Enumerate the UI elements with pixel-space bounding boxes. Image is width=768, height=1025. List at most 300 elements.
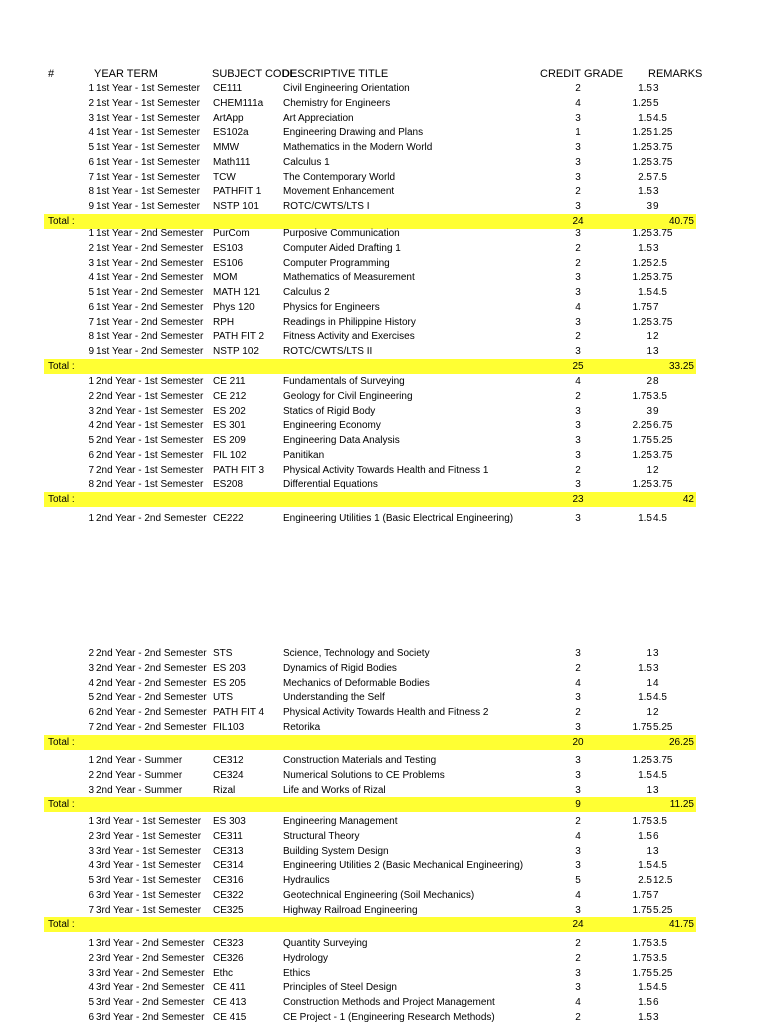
row-year-term: 1st Year - 1st Semester [96, 156, 200, 168]
row-credit: 5 [575, 875, 581, 886]
row-number: 3 [88, 405, 94, 417]
row-credit: 4 [575, 301, 581, 313]
row-number: 2 [88, 648, 94, 659]
row-remarks: 3.75 [653, 272, 673, 284]
row-year-term: 2nd Year - 1st Semester [96, 405, 204, 417]
row-subject-code: Ethc [213, 967, 234, 979]
row-credit: 3 [575, 648, 581, 659]
table-row [0, 888, 768, 903]
row-number: 5 [88, 997, 94, 1008]
table-row [0, 463, 768, 478]
row-subject-code: CE323 [213, 938, 244, 949]
row-year-term: 3rd Year - 1st Semester [96, 889, 202, 901]
row-remarks: 3.5 [653, 390, 667, 402]
table-row [0, 690, 768, 705]
row-credit: 2 [575, 83, 581, 94]
row-remarks: 3.75 [653, 228, 673, 239]
row-remarks: 7.5 [653, 171, 667, 183]
header-num: # [48, 68, 55, 80]
row-remarks: 4.5 [653, 769, 667, 781]
row-grade: 1 [646, 784, 652, 796]
row-remarks: 3 [653, 1011, 659, 1023]
row-remarks: 3 [653, 784, 659, 796]
row-grade: 1.25 [632, 755, 652, 766]
row-grade: 1.75 [632, 435, 652, 446]
row-remarks: 2.5 [653, 257, 667, 269]
row-descriptive-title: Calculus 1 [283, 156, 330, 168]
row-credit: 3 [575, 755, 581, 766]
row-credit: 3 [575, 721, 581, 733]
total-credit: 24 [572, 919, 584, 931]
row-descriptive-title: Statics of Rigid Body [283, 405, 376, 417]
row-credit: 3 [575, 405, 581, 417]
row-credit: 3 [575, 346, 581, 357]
row-descriptive-title: Ethics [283, 967, 311, 979]
table-row [0, 155, 768, 170]
table-row [0, 511, 768, 526]
total-points: 40.75 [668, 215, 694, 227]
row-credit: 2 [575, 464, 581, 476]
row-descriptive-title: Purposive Communication [283, 228, 400, 239]
table-row [0, 676, 768, 691]
row-year-term: 3rd Year - 1st Semester [96, 845, 202, 857]
table-row [0, 844, 768, 859]
row-remarks: 5.25 [653, 721, 673, 733]
row-credit: 2 [575, 707, 581, 718]
row-descriptive-title: Engineering Utilities 2 (Basic Mechanical Engineering) [283, 860, 524, 872]
row-year-term: 2nd Year - 2nd Semester [96, 707, 207, 718]
row-subject-code: MMW [213, 142, 240, 153]
row-remarks: 3 [653, 83, 659, 94]
row-remarks: 6.75 [653, 420, 673, 432]
table-row [0, 140, 768, 155]
row-year-term: 1st Year - 1st Semester [96, 112, 200, 124]
row-descriptive-title: Structural Theory [283, 830, 360, 842]
row-subject-code: CE312 [213, 755, 244, 766]
row-number: 7 [88, 721, 94, 733]
row-year-term: 2nd Year - 1st Semester [96, 420, 204, 432]
row-credit: 4 [575, 997, 581, 1008]
total-credit: 25 [572, 360, 584, 372]
row-credit: 3 [575, 845, 581, 857]
row-descriptive-title: Principles of Steel Design [283, 982, 397, 994]
row-descriptive-title: Engineering Utilities 1 (Basic Electrical Engineering) [283, 513, 514, 524]
table-row [0, 814, 768, 829]
row-grade: 1.5 [638, 692, 652, 704]
row-descriptive-title: Highway Railroad Engineering [283, 904, 418, 916]
row-subject-code: UTS [213, 692, 233, 704]
row-remarks: 3.5 [653, 952, 667, 964]
total-row [44, 797, 696, 812]
row-year-term: 3rd Year - 1st Semester [96, 816, 202, 827]
row-credit: 3 [575, 769, 581, 781]
row-grade: 1.25 [632, 272, 652, 284]
row-grade: 1.25 [632, 156, 652, 168]
row-remarks: 9 [653, 405, 659, 417]
total-points: 42 [682, 494, 694, 505]
total-points: 11.25 [669, 799, 694, 811]
row-subject-code: MATH 121 [213, 287, 261, 298]
row-number: 8 [88, 186, 94, 198]
table-row [0, 344, 768, 359]
row-year-term: 3rd Year - 1st Semester [96, 875, 202, 886]
row-credit: 3 [575, 784, 581, 796]
row-year-term: 3rd Year - 1st Semester [96, 830, 202, 842]
row-credit: 3 [575, 171, 581, 183]
row-year-term: 2nd Year - 1st Semester [96, 449, 204, 461]
row-descriptive-title: Life and Works of Rizal [283, 784, 386, 796]
row-year-term: 3rd Year - 1st Semester [96, 860, 202, 872]
row-year-term: 1st Year - 2nd Semester [96, 287, 204, 298]
row-number: 6 [88, 156, 94, 168]
total-credit: 23 [572, 494, 584, 505]
row-grade: 1.75 [632, 952, 652, 964]
row-credit: 4 [575, 830, 581, 842]
table-row [0, 125, 768, 140]
row-remarks: 3 [653, 648, 659, 659]
row-descriptive-title: CE Project - 1 (Engineering Research Methods) [283, 1011, 495, 1023]
row-grade: 1.5 [638, 83, 652, 94]
row-number: 5 [88, 875, 94, 886]
row-year-term: 1st Year - 2nd Semester [96, 331, 204, 343]
row-grade: 1.75 [632, 721, 652, 733]
row-credit: 4 [575, 677, 581, 689]
row-number: 6 [88, 889, 94, 901]
row-subject-code: ES 203 [213, 662, 246, 674]
row-grade: 1 [646, 331, 652, 343]
row-grade: 1.25 [632, 257, 652, 269]
table-row [0, 315, 768, 330]
row-year-term: 3rd Year - 2nd Semester [96, 982, 205, 994]
row-grade: 1.5 [638, 287, 652, 298]
row-remarks: 3.75 [653, 142, 673, 153]
row-descriptive-title: Construction Methods and Project Management [283, 997, 495, 1008]
row-credit: 3 [575, 904, 581, 916]
table-row [0, 418, 768, 433]
row-descriptive-title: Building System Design [283, 845, 389, 857]
row-year-term: 1st Year - 1st Semester [96, 171, 200, 183]
row-subject-code: ES 205 [213, 677, 246, 689]
row-subject-code: ES208 [213, 479, 244, 491]
row-number: 1 [88, 513, 94, 524]
row-subject-code: STS [213, 648, 233, 659]
row-number: 4 [88, 127, 94, 139]
row-subject-code: CE322 [213, 889, 244, 901]
row-subject-code: CHEM111a [213, 97, 264, 109]
row-credit: 2 [575, 331, 581, 343]
row-grade: 1.5 [638, 997, 652, 1008]
row-remarks: 3 [653, 242, 659, 254]
total-label: Total : [48, 919, 75, 931]
row-descriptive-title: Calculus 2 [283, 287, 330, 298]
row-subject-code: NSTP 101 [213, 201, 259, 212]
row-year-term: 3rd Year - 1st Semester [96, 904, 202, 916]
row-descriptive-title: Civil Engineering Orientation [283, 83, 410, 94]
row-subject-code: PATH FIT 4 [213, 707, 265, 718]
row-remarks: 3.75 [653, 316, 673, 328]
row-credit: 3 [575, 287, 581, 298]
row-credit: 2 [575, 257, 581, 269]
row-number: 5 [88, 692, 94, 704]
row-subject-code: Rizal [213, 784, 236, 796]
row-year-term: 1st Year - 1st Semester [96, 127, 200, 139]
table-row [0, 936, 768, 951]
row-subject-code: CE311 [213, 830, 243, 842]
row-descriptive-title: Construction Materials and Testing [283, 755, 437, 766]
row-remarks: 3 [653, 346, 659, 357]
row-year-term: 1st Year - 1st Semester [96, 142, 200, 153]
row-credit: 3 [575, 692, 581, 704]
row-remarks: 3.5 [653, 938, 667, 949]
row-remarks: 4.5 [653, 982, 667, 994]
table-row [0, 389, 768, 404]
row-descriptive-title: Panitikan [283, 449, 325, 461]
total-row [44, 359, 696, 374]
row-subject-code: Phys 120 [213, 301, 255, 313]
row-credit: 2 [575, 242, 581, 254]
row-number: 3 [88, 967, 94, 979]
row-number: 1 [88, 228, 94, 239]
table-row [0, 768, 768, 783]
row-descriptive-title: Geotechnical Engineering (Soil Mechanics) [283, 889, 475, 901]
header-subject-code: SUBJECT CODE [212, 68, 297, 80]
row-credit: 2 [575, 390, 581, 402]
row-year-term: 2nd Year - Summer [96, 769, 183, 781]
row-descriptive-title: Hydrology [283, 952, 329, 964]
row-subject-code: CE314 [213, 860, 244, 872]
row-subject-code: ES 301 [213, 420, 246, 432]
row-year-term: 1st Year - 1st Semester [96, 97, 200, 109]
row-year-term: 2nd Year - Summer [96, 784, 183, 796]
row-descriptive-title: Engineering Drawing and Plans [283, 127, 424, 139]
row-grade: 1.25 [632, 479, 652, 491]
row-grade: 1.25 [632, 97, 652, 109]
row-year-term: 2nd Year - 2nd Semester [96, 677, 207, 689]
row-subject-code: CE316 [213, 875, 244, 886]
table-row [0, 1010, 768, 1025]
row-subject-code: ES106 [213, 257, 244, 269]
row-grade: 1.5 [638, 860, 652, 872]
row-descriptive-title: Quantity Surveying [283, 938, 368, 949]
row-number: 3 [88, 784, 94, 796]
row-descriptive-title: Mathematics of Measurement [283, 272, 415, 284]
table-row [0, 903, 768, 918]
table-row [0, 661, 768, 676]
row-credit: 3 [575, 860, 581, 872]
total-row [44, 917, 696, 932]
row-descriptive-title: Fundamentals of Surveying [283, 376, 405, 387]
row-grade: 1.75 [632, 889, 652, 901]
row-subject-code: CE 211 [213, 376, 246, 387]
total-credit: 24 [572, 215, 584, 227]
table-row [0, 646, 768, 661]
row-credit: 3 [575, 272, 581, 284]
row-year-term: 2nd Year - 2nd Semester [96, 648, 207, 659]
row-remarks: 3.75 [653, 449, 673, 461]
row-grade: 1.5 [638, 242, 652, 254]
row-remarks: 8 [653, 376, 659, 387]
row-grade: 1.5 [638, 662, 652, 674]
row-grade: 1 [646, 677, 652, 689]
row-subject-code: CE111 [213, 83, 243, 94]
row-grade: 1 [646, 346, 652, 357]
row-remarks: 4.5 [653, 112, 667, 124]
row-subject-code: CE 413 [213, 997, 247, 1008]
row-descriptive-title: The Contemporary World [283, 171, 396, 183]
table-row [0, 300, 768, 315]
row-grade: 1.75 [632, 967, 652, 979]
row-year-term: 2nd Year - 2nd Semester [96, 662, 207, 674]
table-row [0, 184, 768, 199]
total-label: Total : [48, 360, 75, 372]
row-credit: 3 [575, 142, 581, 153]
row-grade: 1.75 [632, 816, 652, 827]
row-remarks: 4.5 [653, 692, 667, 704]
row-grade: 1 [646, 648, 652, 659]
table-row [0, 199, 768, 214]
row-year-term: 2nd Year - 2nd Semester [96, 513, 207, 524]
row-descriptive-title: Engineering Economy [283, 420, 381, 432]
row-remarks: 5.25 [653, 967, 673, 979]
row-subject-code: ES 202 [213, 405, 246, 417]
row-subject-code: CE 415 [213, 1011, 247, 1023]
table-row [0, 966, 768, 981]
table-row [0, 433, 768, 448]
row-subject-code: CE326 [213, 952, 244, 964]
row-year-term: 1st Year - 2nd Semester [96, 272, 204, 284]
row-credit: 2 [575, 952, 581, 964]
row-year-term: 1st Year - 1st Semester [96, 186, 200, 198]
total-label: Total : [48, 736, 75, 748]
table-row [0, 858, 768, 873]
row-number: 7 [88, 904, 94, 916]
row-number: 7 [88, 316, 94, 328]
row-number: 4 [88, 420, 94, 432]
table-row [0, 995, 768, 1010]
table-row [0, 477, 768, 492]
row-subject-code: ES 209 [213, 435, 246, 446]
row-number: 6 [88, 1011, 94, 1023]
row-year-term: 1st Year - 1st Semester [96, 201, 200, 212]
row-credit: 2 [575, 816, 581, 827]
row-year-term: 1st Year - 2nd Semester [96, 242, 204, 254]
row-descriptive-title: Engineering Data Analysis [283, 435, 400, 446]
row-descriptive-title: Chemistry for Engineers [283, 97, 391, 109]
row-remarks: 5.25 [653, 904, 673, 916]
row-number: 4 [88, 860, 94, 872]
row-descriptive-title: Computer Programming [283, 257, 390, 269]
row-grade: 1.25 [632, 316, 652, 328]
row-number: 3 [88, 257, 94, 269]
row-subject-code: FIL103 [213, 721, 245, 733]
row-grade: 1 [646, 707, 652, 718]
row-number: 8 [88, 331, 94, 343]
row-subject-code: CE325 [213, 904, 244, 916]
table-row [0, 829, 768, 844]
total-label: Total : [48, 799, 75, 811]
row-year-term: 2nd Year - Summer [96, 755, 183, 766]
total-row [44, 492, 696, 507]
row-number: 3 [88, 662, 94, 674]
table-row [0, 720, 768, 735]
table-row [0, 951, 768, 966]
row-number: 4 [88, 982, 94, 994]
table-row [0, 270, 768, 285]
row-number: 1 [88, 376, 94, 387]
row-number: 1 [88, 755, 94, 766]
row-remarks: 2 [653, 464, 659, 476]
row-descriptive-title: Differential Equations [283, 479, 378, 491]
row-credit: 3 [575, 316, 581, 328]
total-row [44, 735, 696, 750]
row-credit: 3 [575, 982, 581, 994]
row-remarks: 4 [653, 677, 659, 689]
row-year-term: 3rd Year - 2nd Semester [96, 967, 205, 979]
row-remarks: 3.75 [653, 755, 673, 766]
row-number: 1 [88, 938, 94, 949]
row-descriptive-title: Art Appreciation [283, 112, 354, 124]
row-grade: 1.5 [638, 769, 652, 781]
table-row [0, 329, 768, 344]
row-number: 5 [88, 142, 94, 153]
row-subject-code: Math111 [213, 156, 251, 168]
row-remarks: 7 [653, 301, 659, 313]
row-year-term: 1st Year - 2nd Semester [96, 228, 204, 239]
row-remarks: 5.25 [653, 435, 673, 446]
row-grade: 2.5 [638, 875, 652, 886]
row-credit: 3 [575, 967, 581, 979]
row-year-term: 1st Year - 2nd Semester [96, 301, 204, 313]
row-grade: 1.5 [638, 513, 652, 524]
row-grade: 1.25 [632, 142, 652, 153]
total-points: 41.75 [668, 919, 694, 931]
table-row [0, 705, 768, 720]
row-descriptive-title: Physics for Engineers [283, 301, 380, 313]
row-number: 4 [88, 272, 94, 284]
row-grade: 1.25 [632, 449, 652, 461]
row-number: 6 [88, 301, 94, 313]
row-year-term: 3rd Year - 2nd Semester [96, 952, 205, 964]
row-remarks: 4.5 [653, 860, 667, 872]
row-subject-code: MOM [213, 272, 238, 284]
row-year-term: 2nd Year - 1st Semester [96, 479, 204, 491]
row-grade: 2 [646, 376, 652, 387]
table-row [0, 404, 768, 419]
row-year-term: 1st Year - 2nd Semester [96, 257, 204, 269]
row-year-term: 1st Year - 2nd Semester [96, 316, 204, 328]
row-grade: 1.5 [638, 830, 652, 842]
table-row [0, 96, 768, 111]
row-remarks: 5 [653, 97, 659, 109]
row-grade: 1.5 [638, 186, 652, 198]
row-year-term: 3rd Year - 2nd Semester [96, 997, 205, 1008]
row-grade: 1 [646, 845, 652, 857]
row-subject-code: PATHFIT 1 [213, 186, 262, 198]
row-credit: 3 [575, 513, 581, 524]
row-remarks: 3 [653, 845, 659, 857]
row-subject-code: PATH FIT 2 [213, 331, 265, 343]
row-grade: 1.75 [632, 390, 652, 402]
total-credit: 9 [575, 799, 581, 811]
table-row [0, 256, 768, 271]
row-credit: 3 [575, 435, 581, 446]
table-row [0, 783, 768, 798]
row-subject-code: TCW [213, 171, 236, 183]
total-label: Total : [48, 494, 75, 505]
row-credit: 3 [575, 420, 581, 432]
row-credit: 2 [575, 1011, 581, 1023]
row-grade: 1 [646, 464, 652, 476]
